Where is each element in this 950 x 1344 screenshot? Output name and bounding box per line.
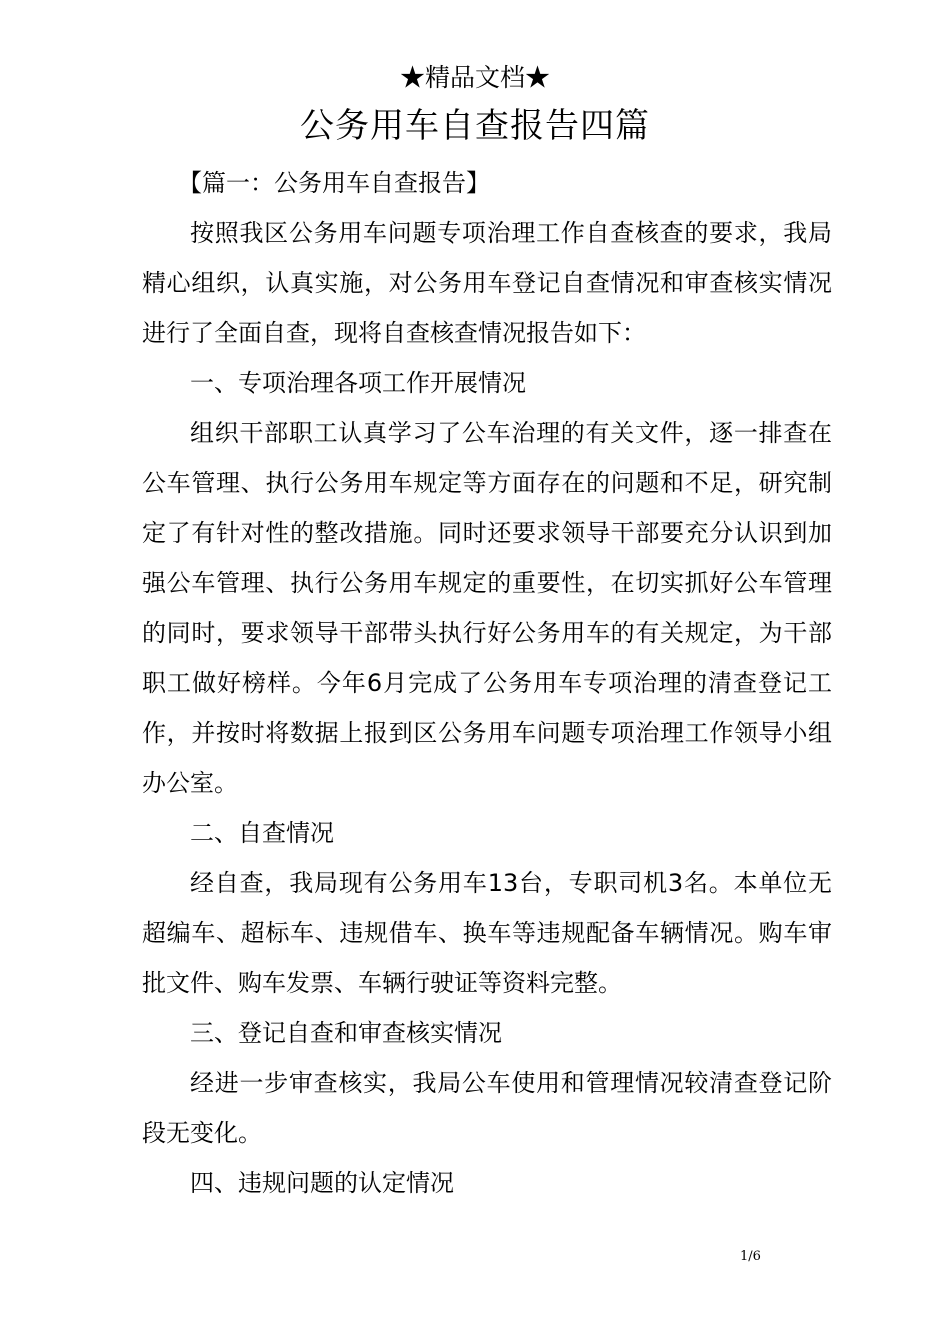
section-paragraph-1: 组织干部职工认真学习了公车治理的有关文件，逐一排查在公车管理、执行公务用车规定等方面存在的问题和不足，研究制定了有针对性的整改措施。同时还要求领导干部要充分认识到加强公车管理、执行公务用车规定的重要性，在切实抓好公车管理的同时，要求领导干部带头执行好公务用车的有关规定，为干部职工做好榜样。今年6月完成了公务用车专项治理的清查登记工作，并按时将数据上报到区公务用车问题专项治理工作领导小组办公室。 xyxy=(142,419,832,797)
section-heading-2: 二、自查情况 xyxy=(190,819,334,847)
header-mark: ★精品文档★ xyxy=(399,63,550,92)
article-heading: 【篇一：公务用车自查报告】 xyxy=(178,169,490,197)
page-number: 1/6 xyxy=(740,1249,761,1264)
section-heading-4: 四、违规问题的认定情况 xyxy=(190,1169,454,1197)
section-paragraph-2: 经自查，我局现有公务用车13台，专职司机3名。本单位无超编车、超标车、违规借车、换车等违规配备车辆情况。购车审批文件、购车发票、车辆行驶证等资料完整。 xyxy=(142,869,832,997)
section-heading-3: 三、登记自查和审查核实情况 xyxy=(190,1019,502,1047)
intro-paragraph: 按照我区公务用车问题专项治理工作自查核查的要求，我局精心组织，认真实施，对公务用车登记自查情况和审查核实情况进行了全面自查，现将自查核查情况报告如下： xyxy=(142,219,832,347)
document-body xyxy=(142,158,832,1208)
section-heading-1: 一、专项治理各项工作开展情况 xyxy=(190,369,526,397)
section-paragraph-3: 经进一步审查核实，我局公车使用和管理情况较清查登记阶段无变化。 xyxy=(142,1069,832,1147)
document-title: 公务用车自查报告四篇 xyxy=(300,106,650,146)
